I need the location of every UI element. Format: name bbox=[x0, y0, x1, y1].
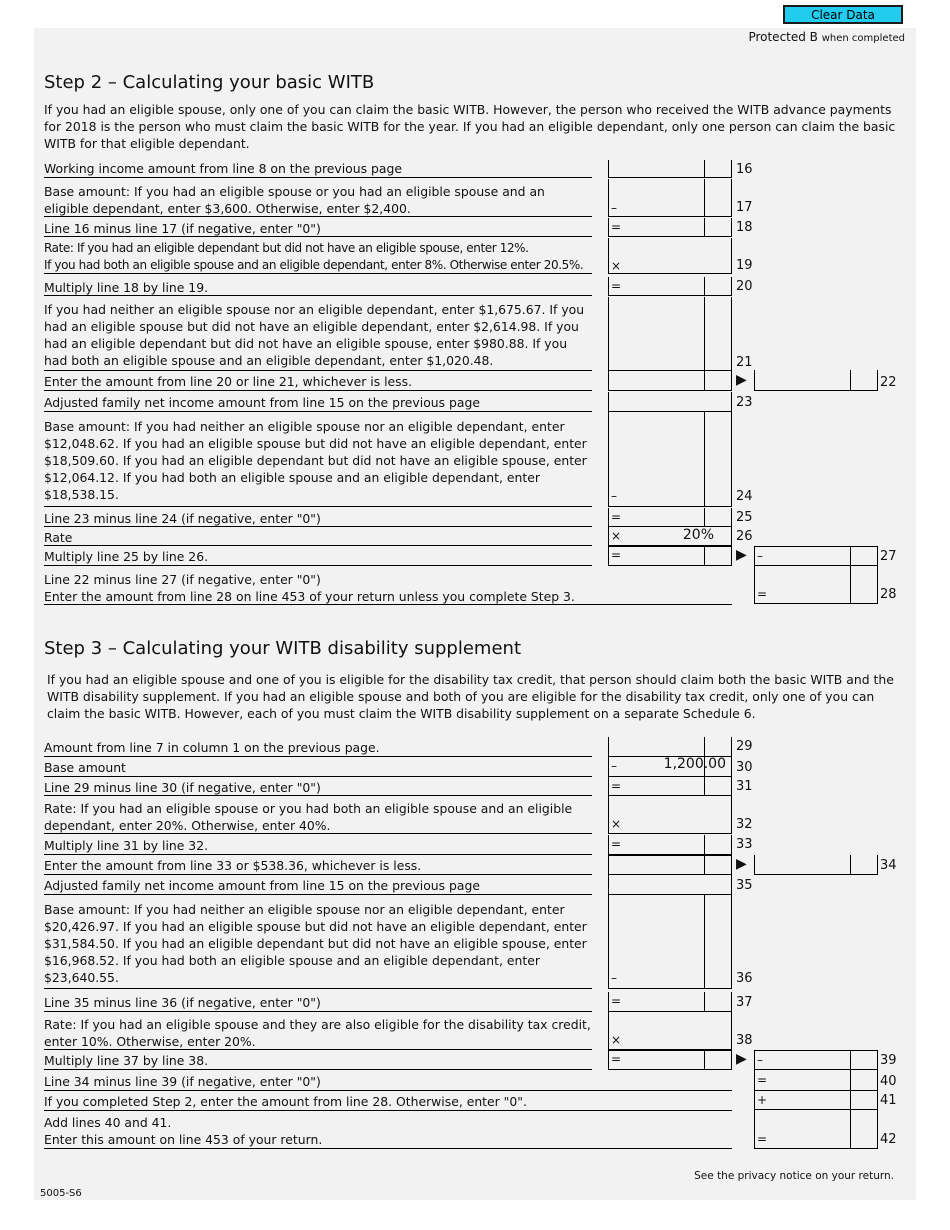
line-32-label: Rate: If you had an eligible spouse or you had both an eligible spouse and an eligible dependant, enter 20%. Otherwise, enter 40%. bbox=[44, 798, 592, 834]
line-40-field[interactable] bbox=[754, 1070, 878, 1091]
step2-title: Step 2 – Calculating your basic WITB bbox=[44, 72, 375, 93]
line-24-operator: – bbox=[611, 489, 617, 503]
line-19-field[interactable] bbox=[608, 238, 732, 274]
line-34-field[interactable] bbox=[754, 855, 878, 875]
line-21-label: If you had neither an eligible spouse nor an eligible dependant, enter $1,675.67. If you had an eligible spouse but did not have an eligible dependant, enter $2,614.98. If you had an eligible dependant but did not have an eligible spouse, enter $980.88. If you had both an eligible spouse and an eligible dependant, enter $1,020.48. bbox=[44, 302, 585, 368]
line-17-number: 17 bbox=[736, 200, 753, 215]
step3-intro: If you had an eligible spouse and one of you is eligible for the disability tax credit, that person should claim both the basic WITB and the WITB disability supplement. If you had an eligible spouse and both of you are eligible for the disability tax credit, only one of you can claim the basic WITB. However, each of you must claim the WITB disability supplement on a separate Schedule 6. bbox=[47, 672, 894, 721]
line-25-number: 25 bbox=[736, 510, 753, 525]
step3-title: Step 3 – Calculating your WITB disability supplement bbox=[44, 638, 521, 659]
line-39-operator-2: – bbox=[757, 1053, 763, 1067]
line-27-arrow-icon: ▶ bbox=[736, 547, 747, 563]
line-22-left-field[interactable] bbox=[608, 370, 732, 391]
line-39-arrow-icon: ▶ bbox=[736, 1051, 747, 1067]
line-20-operator: = bbox=[611, 279, 622, 293]
privacy-notice: See the privacy notice on your return. bbox=[694, 1170, 894, 1182]
line-17-field[interactable] bbox=[608, 179, 732, 217]
line-17-label: Base amount: If you had an eligible spouse or you had an eligible spouse and an eligible dependant, enter $3,600. Otherwise, enter $2,400. bbox=[44, 181, 592, 217]
line-42-label: Add lines 40 and 41. Enter this amount on line 453 of your return. bbox=[44, 1112, 732, 1149]
line-36-field[interactable] bbox=[608, 895, 732, 989]
line-33-field[interactable] bbox=[608, 835, 732, 855]
line-38-label: Rate: If you had an eligible spouse and they are also eligible for the disability tax credit, enter 10%. Otherwise, enter 20%. bbox=[44, 1014, 592, 1050]
line-28-number: 28 bbox=[880, 587, 897, 602]
line-25-field[interactable] bbox=[608, 508, 732, 527]
line-27-operator-2: – bbox=[757, 549, 763, 563]
line-27-number: 27 bbox=[880, 549, 897, 564]
line-31-operator: = bbox=[611, 779, 622, 793]
line-35-number: 35 bbox=[736, 878, 753, 893]
line-37-field[interactable] bbox=[608, 992, 732, 1012]
line-36-label: Base amount: If you had neither an eligible spouse nor an eligible dependant, enter $20,426.97. If you had an eligible spouse but did not have an eligible dependant, enter $31,584.50. If you had an eligible dependant but did not have an eligible spouse, enter $16,968.52. If you had both an eligible spouse and an eligible dependant, enter $23,640.55. bbox=[44, 899, 592, 989]
line-38-number: 38 bbox=[736, 1033, 753, 1048]
line-32-operator: × bbox=[611, 817, 622, 831]
step2-intro: If you had an eligible spouse, only one of you can claim the basic WITB. However, the person who received the WITB advance payments for 2018 is the person who must claim the basic WITB for the year. If you had an eligible dependant, only one person can claim the basic WITB for that eligible dependant. bbox=[44, 102, 896, 151]
line-40-operator: = bbox=[757, 1073, 768, 1087]
line-23-label: Adjusted family net income amount from line 15 on the previous page bbox=[44, 392, 592, 412]
line-33-label: Multiply line 31 by line 32. bbox=[44, 835, 592, 855]
line-41-label: If you completed Step 2, enter the amount from line 28. Otherwise, enter "0". bbox=[44, 1091, 732, 1111]
line-29-number: 29 bbox=[736, 739, 753, 754]
line-30-number: 30 bbox=[736, 760, 753, 775]
line-41-operator: + bbox=[757, 1093, 768, 1107]
clear-data-button[interactable]: Clear Data bbox=[783, 5, 903, 24]
line-37-operator: = bbox=[611, 994, 622, 1008]
line-25-label: Line 23 minus line 24 (if negative, enter "0") bbox=[44, 508, 592, 527]
line-41-field[interactable] bbox=[754, 1091, 878, 1110]
line-35-field[interactable] bbox=[608, 875, 732, 895]
line-42-operator: = bbox=[757, 1132, 768, 1146]
line-22-field[interactable] bbox=[754, 370, 878, 391]
line-28-field[interactable] bbox=[754, 566, 878, 604]
line-21-number: 21 bbox=[736, 355, 753, 370]
line-31-number: 31 bbox=[736, 779, 753, 794]
line-24-label: Base amount: If you had neither an eligible spouse nor an eligible dependant, enter $12,048.62. If you had an eligible spouse but did not have an eligible dependant, enter $18,509.60. If you had an eligible dependant but did not have an eligible spouse, enter $12,064.12. If you had both an eligible spouse and an eligible dependant, enter $18,538.15. bbox=[44, 416, 592, 507]
line-34-number: 34 bbox=[880, 858, 897, 873]
line-22-arrow-icon: ▶ bbox=[736, 372, 747, 388]
line-19-number: 19 bbox=[736, 258, 753, 273]
line-31-label: Line 29 minus line 30 (if negative, enter "0") bbox=[44, 777, 592, 796]
line-17-operator: – bbox=[611, 201, 617, 215]
line-39-operator: = bbox=[611, 1052, 622, 1066]
line-39-field[interactable] bbox=[754, 1050, 878, 1070]
line-30-label: Base amount bbox=[44, 757, 592, 777]
line-37-number: 37 bbox=[736, 995, 753, 1010]
line-24-field[interactable] bbox=[608, 412, 732, 507]
line-36-number: 36 bbox=[736, 971, 753, 986]
line-40-label: Line 34 minus line 39 (if negative, enter "0") bbox=[44, 1071, 732, 1091]
line-41-number: 41 bbox=[880, 1093, 897, 1108]
line-38-operator: × bbox=[611, 1033, 622, 1047]
line-30-value: 1,200.00 bbox=[663, 756, 726, 772]
protected-label: Protected B when completed bbox=[748, 30, 905, 44]
line-26-value: 20% bbox=[682, 527, 714, 543]
line-33-operator: = bbox=[611, 837, 622, 851]
line-28-operator: = bbox=[757, 587, 768, 601]
line-18-number: 18 bbox=[736, 220, 753, 235]
line-23-number: 23 bbox=[736, 395, 753, 410]
line-26-label: Rate bbox=[44, 527, 592, 546]
line-18-field[interactable] bbox=[608, 218, 732, 237]
line-26-operator: × bbox=[611, 529, 622, 543]
line-36-operator: – bbox=[611, 971, 617, 985]
line-27-field[interactable] bbox=[754, 546, 878, 566]
line-42-number: 42 bbox=[880, 1132, 897, 1147]
line-24-number: 24 bbox=[736, 489, 753, 504]
line-21-field[interactable] bbox=[608, 297, 732, 370]
line-34-label: Enter the amount from line 33 or $538.36, whichever is less. bbox=[44, 855, 592, 875]
line-29-field[interactable] bbox=[608, 737, 732, 757]
line-29-label: Amount from line 7 in column 1 on the previous page. bbox=[44, 737, 592, 757]
line-34-left-field[interactable] bbox=[608, 855, 732, 875]
line-19-operator: × bbox=[611, 259, 622, 273]
line-42-field[interactable] bbox=[754, 1110, 878, 1149]
line-33-number: 33 bbox=[736, 837, 753, 852]
line-20-number: 20 bbox=[736, 279, 753, 294]
line-35-label: Adjusted family net income amount from line 15 on the previous page bbox=[44, 875, 592, 895]
line-19-label: Rate: If you had an eligible dependant but did not have an eligible spouse, enter 12%. If you had both an eligible spouse and an eligible dependant, enter 8%. Otherwise enter 20.5%. bbox=[44, 238, 592, 274]
line-28-label: Line 22 minus line 27 (if negative, enter "0") Enter the amount from line 28 on line 453 of your return unless you complete Step 3. bbox=[44, 569, 732, 605]
line-25-operator: = bbox=[611, 510, 622, 524]
line-34-arrow-icon: ▶ bbox=[736, 856, 747, 872]
line-23-field[interactable] bbox=[608, 392, 732, 412]
line-39-label: Multiply line 37 by line 38. bbox=[44, 1050, 592, 1070]
line-16-label: Working income amount from line 8 on the previous page bbox=[44, 158, 592, 178]
line-31-field[interactable] bbox=[608, 777, 732, 796]
line-27-left-field[interactable] bbox=[608, 546, 732, 566]
line-16-number: 16 bbox=[736, 162, 753, 177]
line-30-operator: – bbox=[611, 759, 617, 773]
line-22-number: 22 bbox=[880, 375, 897, 390]
line-27-operator: = bbox=[611, 548, 622, 562]
line-39-left-field[interactable] bbox=[608, 1050, 732, 1070]
line-37-label: Line 35 minus line 36 (if negative, enter "0") bbox=[44, 992, 592, 1012]
form-code: 5005-S6 bbox=[40, 1188, 82, 1199]
line-40-number: 40 bbox=[880, 1074, 897, 1089]
line-18-label: Line 16 minus line 17 (if negative, enter "0") bbox=[44, 218, 592, 237]
line-32-number: 32 bbox=[736, 817, 753, 832]
line-22-label: Enter the amount from line 20 or line 21, whichever is less. bbox=[44, 370, 592, 391]
line-18-operator: = bbox=[611, 220, 622, 234]
line-20-label: Multiply line 18 by line 19. bbox=[44, 277, 592, 296]
line-38-field[interactable] bbox=[608, 1012, 732, 1050]
line-39-number: 39 bbox=[880, 1053, 897, 1068]
line-27-label: Multiply line 25 by line 26. bbox=[44, 546, 592, 566]
line-26-number: 26 bbox=[736, 529, 753, 544]
line-32-field[interactable] bbox=[608, 796, 732, 834]
line-20-field[interactable] bbox=[608, 277, 732, 296]
line-16-field[interactable] bbox=[608, 160, 732, 178]
